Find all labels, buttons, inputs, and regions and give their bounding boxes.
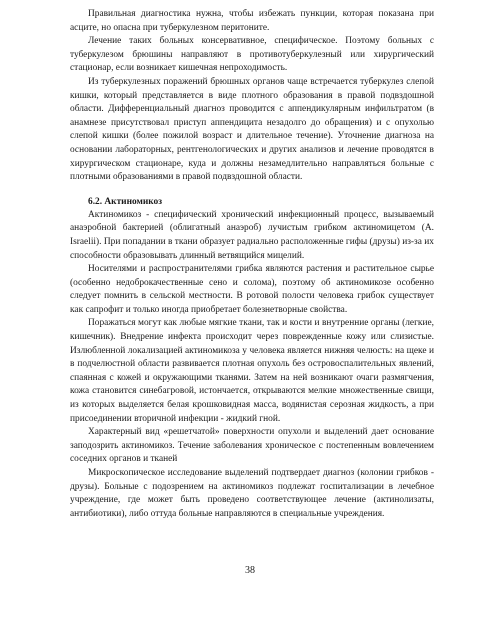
page-number: 38 — [245, 565, 255, 576]
paragraph-carriers: Носителями и распространителями грибка являются растения и растительное сырье (особенно недоброкачественные сено и солома), поэтому об актиномикозе особенно следует помнить в сельской местности. В ротовой полости человека грибок существует как сапрофит и только иногда приобретает болезнетворные свойства. — [70, 264, 434, 315]
paragraph-microscopy: Микроскопическое исследование выделений подтвердает диагноз (колонии грибков - друзы). Больные с подозрением на актиномикоз подлежат госпитализации в лечебное учреждение, где может быть проведено соответствующее лечение (актинолизаты, антибиотики), либо оттуда больные направляются в специальные учреждения. — [70, 468, 434, 519]
paragraph-characteristic-view: Характерный вид «решетчатой» поверхности опухоли и выделений дает основание заподозрить актиномикоз. Течение заболевания хроническое с постепенным вовлечением соседних органов и тканей — [70, 427, 434, 465]
paragraph-lesions: Поражаться могут как любые мягкие ткани, так и кости и внутренние органы (легкие, кишечник). Внедрение инфекта происходит через поврежденные кожу или слизистые. Излюбленной локализацией актиномикоза у человека является нижняя челюсть: на щеке и в подчелюстной области развивается плотная опухоль без островоспалительных явлений, спаянная с кожей и окружающими тканями. Затем на ней возникают очаги размягчения, кожа становится синебагровой, истончается, открываются мелкие множественные свищи, из которых выделяется белая крошковидная масса, водянистая серозная жидкость, а при присоединении вторичной инфекции - жидкий гной. — [70, 318, 434, 424]
paragraph-puncture: Правильная диагностика нужна, чтобы избежать пункции, которая показана при асците, но опасна при туберкулезном перитоните. — [70, 9, 434, 33]
paragraph-treatment: Лечение таких больных консервативное, специфическое. Поэтому больных с туберкулезом брюшины направляют в противотуберкулезный или хирургический стационар, если возникает кишечная непроходимость. — [70, 36, 434, 74]
paragraph-actinomycosis-definition: Актиномикоз - специфический хронический инфекционный процесс, вызываемый анаэробной бактерией (облигатный анаэроб) лучистым грибком актиномицетом (A. Israelii). При попадании в ткани образует радиально расположенные гифы (друзы) из-за их способности образовывать длинный ветвящийся мицелий. — [70, 209, 434, 261]
section-heading: 6.2. Актиномикоз — [88, 196, 163, 207]
paragraph-cecum-tuberculosis: Из туберкулезных поражений брюшных органов чаще встречается туберкулез слепой кишки, который представляется в виде плотного образования в правой подвздошной области. Дифференциальный диагноз проводится с аппендикулярным инфильтратом (в анамнезе присутствовал приступ аппендицита незадолго до обращения) и с опухолью слепой кишки (более пожилой возраст и длительное течение). Уточнение диагноза на основании лабораторных, рентгенологических и других анализов и лечение проводятся в хирургическом стационаре, куда и должны незамедлительно направляться больные с плотными образованиями в правой подвздошной области. — [70, 76, 434, 183]
